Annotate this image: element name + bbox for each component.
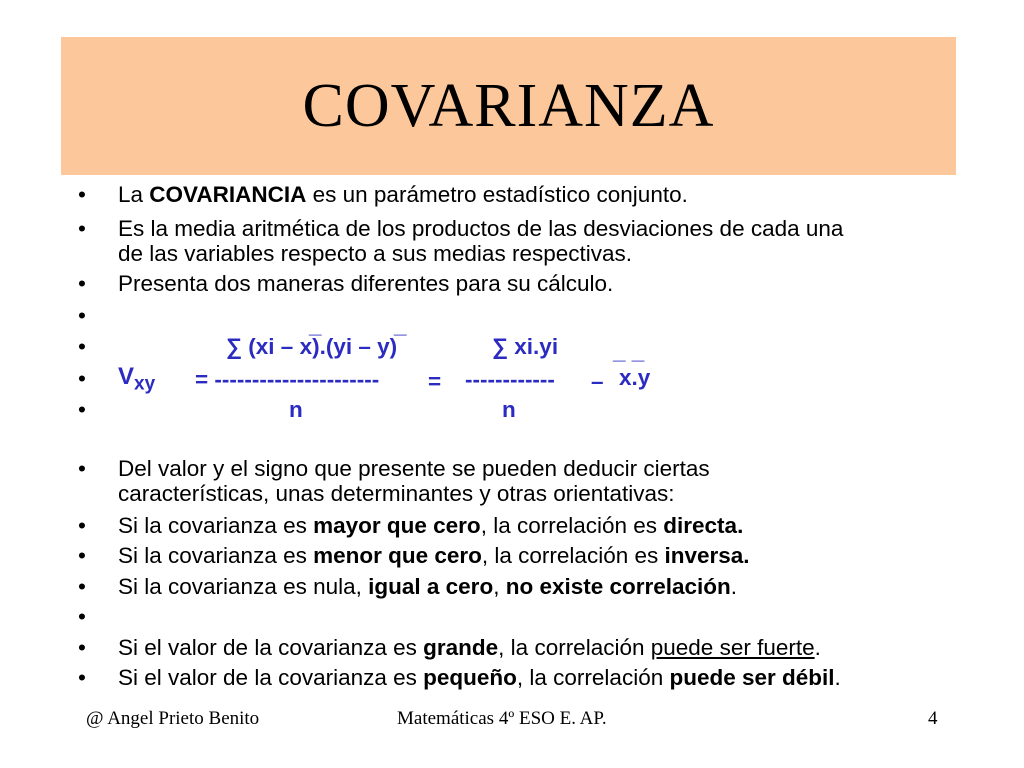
- bold-term: pequeño: [423, 665, 517, 690]
- text-run: .: [730, 574, 738, 599]
- bullet-text-large: [118, 634, 821, 661]
- formula-lhs: [118, 363, 155, 398]
- bullet-text-mean: Es la media aritmética de los productos de las desviaciones de cada una: [118, 216, 844, 241]
- bullet-marker: •: [78, 665, 86, 690]
- bullet-marker: •: [78, 604, 86, 629]
- bullet-text-deduce-cont: características, unas determinantes y otras orientativas:: [118, 481, 675, 506]
- text-run: Si la covarianza es: [118, 513, 314, 538]
- formula-minus: –: [591, 369, 604, 394]
- bold-term: puede ser débil: [669, 665, 835, 690]
- text-run: Si el valor de la covarianza es: [118, 665, 424, 690]
- bullet-text-definition: [118, 181, 688, 208]
- formula-bars-xy: _ _: [613, 339, 645, 364]
- bullet-text-zero: [118, 573, 737, 600]
- text-run: , la correlación: [516, 665, 670, 690]
- bold-term: inversa.: [664, 543, 750, 568]
- text-run: Si el valor de la covarianza es: [118, 635, 424, 660]
- formula-numerator-2: ∑ xi.yi: [492, 334, 559, 359]
- text-run: ,: [493, 574, 506, 599]
- title-banner: [61, 37, 956, 175]
- text-run: .: [834, 665, 841, 690]
- bullet-marker: •: [78, 513, 86, 538]
- bold-term: igual a cero: [368, 574, 494, 599]
- bold-term: directa.: [663, 513, 744, 538]
- bold-term: menor que cero: [313, 543, 482, 568]
- text-run: es un parámetro estadístico conjunto.: [306, 182, 688, 207]
- bullet-marker: •: [78, 271, 86, 296]
- bold-term: grande: [423, 635, 499, 660]
- text-run: , la correlación es: [481, 543, 665, 568]
- text-run: Si la covarianza es nula,: [118, 574, 369, 599]
- bullet-marker: •: [78, 543, 86, 568]
- footer-author: @ Angel Prieto Benito: [86, 708, 260, 729]
- bullet-text-positive: [118, 512, 743, 539]
- bullet-marker: •: [78, 334, 86, 359]
- bullet-text-two-ways: Presenta dos maneras diferentes para su cálculo.: [118, 271, 614, 296]
- footer-page-number: 4: [928, 708, 938, 729]
- bullet-marker: •: [78, 456, 86, 481]
- formula-equals-1: = ----------------------: [195, 367, 380, 392]
- formula-xy: x.y: [619, 365, 651, 390]
- text-run: La: [118, 182, 150, 207]
- bold-term: COVARIANCIA: [149, 182, 307, 207]
- formula-dashes-2: ------------: [465, 367, 555, 392]
- formula-numerator-1: ∑ (xi – x).(yi – y): [226, 334, 398, 359]
- bullet-marker: •: [78, 635, 86, 660]
- formula-bar-x: _: [309, 313, 322, 338]
- bold-term: mayor que cero: [313, 513, 481, 538]
- formula-bar-y: _: [394, 313, 407, 338]
- bullet-marker: •: [78, 216, 86, 241]
- text-run: , la correlación: [498, 635, 651, 660]
- slide-title: COVARIANZA: [302, 72, 715, 140]
- text-run: .: [814, 635, 821, 660]
- text-run: Si la covarianza es: [118, 543, 314, 568]
- footer-course: Matemáticas 4º ESO E. AP.: [397, 708, 607, 729]
- formula-v: V: [118, 363, 135, 390]
- underlined-term: puede ser fuerte: [650, 635, 815, 660]
- bullet-text-negative: [118, 542, 750, 569]
- bullet-text-deduce: Del valor y el signo que presente se pueden deducir ciertas: [118, 456, 710, 481]
- bullet-marker: •: [78, 303, 86, 328]
- formula-denominator-1: n: [289, 397, 303, 422]
- formula-denominator-2: n: [502, 397, 516, 422]
- bullet-text-small: [118, 664, 841, 691]
- bullet-marker: •: [78, 182, 86, 207]
- formula-equals-2: =: [428, 369, 442, 394]
- formula-subscript: xy: [134, 373, 156, 395]
- bullet-marker: •: [78, 574, 86, 599]
- bullet-text-mean-cont: de las variables respecto a sus medias respectivas.: [118, 241, 632, 266]
- bold-term: no existe correlación: [505, 574, 731, 599]
- text-run: , la correlación es: [480, 513, 664, 538]
- bullet-marker: •: [78, 366, 86, 391]
- bullet-marker: •: [78, 397, 86, 422]
